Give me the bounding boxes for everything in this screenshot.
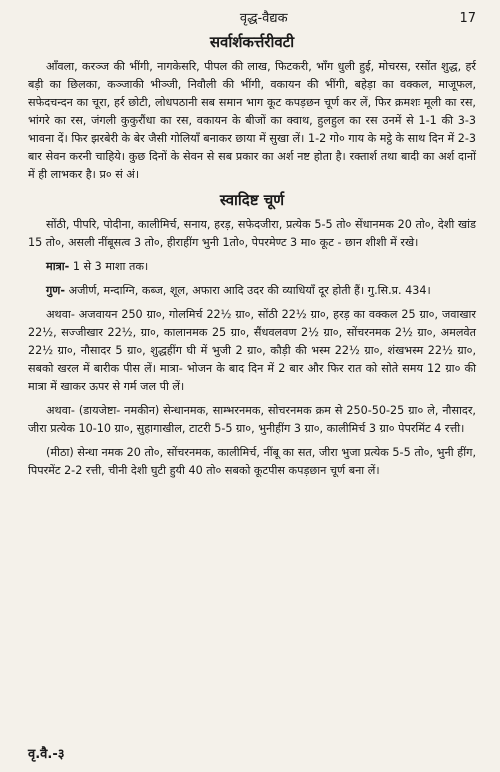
properties-label: गुण-: [46, 284, 66, 297]
dose-label: मात्रा-: [46, 260, 70, 273]
running-title: वृद्ध-वैद्यक: [239, 11, 288, 26]
running-head: [28, 8, 476, 26]
page-number: 17: [459, 11, 476, 26]
dose-text: 1 से 3 माशा तक।: [69, 260, 149, 273]
section-heading-swadisht: स्वादिष्ट चूर्ण: [219, 191, 285, 209]
properties-text: अजीर्ण, मन्दाग्नि, कब्ज, शूल, अफारा आदि उदर की व्याधियाँ दूर होती हैं। गु.सि.प्र. 434।: [65, 284, 431, 297]
paragraph-alternative-2: अथवा- (डायजेष्टा- नमकीन) सेन्धानमक, साम्भरनमक, सोचरनमक क्रम से 250-50-25 ग्रा० ले, नौसादर, जीरा प्रत्येक 10-10 ग्रा०, सुहागाखील, टाटरी 5-5 ग्रा०, भुनीहींग 3 ग्रा०, कालीमिर्च 3 ग्रा० पेपरमिंट 4 रत्ती।: [28, 404, 476, 435]
section-heading-sarvarsh: सर्वार्शकर्त्तरीवटी: [209, 33, 295, 51]
paragraph-dose: [28, 258, 476, 276]
signature-mark: वृ.वै.-३: [28, 747, 65, 762]
paragraph-alternative-1: अथवा- अजवायन 250 ग्रा०, गोलमिर्च 22½ ग्रा०, सोंठी 22½ ग्रा०, हरड़ का वक्कल 25 ग्रा०, जवाखार 22½, सज्जीखार 22½, ग्रा०, कालानमक 25 ग्रा०, सैंधवलवण 2½ ग्रा०, सोंचरनमक 2½ ग्रा०, अमलवेत 22½ ग्रा०, नौसादर 5 ग्रा०, शुद्धहींग घी में भुजी 2 ग्रा०, कौड़ी की भस्म 22½ ग्रा०, शंखभस्म 22½ ग्रा०, सबको खरल में बारीक पीस लें। मात्रा- भोजन के बाद दिन में 2 बार और फिर रात को सोते समय 12 ग्रा० की मात्रा में खाकर ऊपर से गर्म जल पी लें।: [28, 308, 476, 393]
paragraph-properties: [28, 282, 476, 300]
paragraph-swadisht-recipe: सोंठी, पीपरि, पोदीना, कालीमिर्च, सनाय, हरड़, सफेदजीरा, प्रत्येक 5-5 तो० सेंधानमक 20 तो०, देशी खांड 15 तो०, असली नींबूसत्व 3 तो०, हीराहींग भुनी 1तो०, पेपरमेण्ट 3 मा० कूट - छान शीशी में रखे।: [28, 218, 476, 249]
paragraph-alternative-3: (मीठा) सेन्धा नमक 20 तो०, सोंचरनमक, कालीमिर्च, नींबू का सत, जीरा भुजा प्रत्येक 5-5 तो०, भुनी हींग, पिपरमेंट 2-2 रत्ती, चीनी देशी घुटी हुयी 40 तो० सबको कूटपीस कपड़छान चूर्ण बना लें।: [28, 446, 476, 477]
paragraph-sarvarsh-recipe: आँवला, करञ्ज की भींगी, नागकेसरि, पीपल की लाख, फिटकरी, भाँग धुली हुई, मोचरस, रसोंत शुद्ध, हर्र बड़ी का छिलका, कञ्जाकी भीञ्जी, निवौली की भींगी, वकायन की भींगी, बहेड़ा का वक्कल, माजूफल, सफेदचन्दन का चूरा, हर्र छोटी, लोधपठानी सब समान भाग कूट कपड़छन चूर्ण कर लें, फिर क्रमशः मूली का रस, भांगरे का रस, जंगली कुकुरौंधा का रस, वकायन के बीजों का क्वाथ, हुलहुल का रस उनमें से 1-1 की 3-3 भावना दें। फिर झरबेरी के बेर जैसी गोलियाँ बनाकर छाया में सुखा लें। 1-2 गो० गाय के मट्ठे के साथ दिन में 2-3 बार सेवन करनी चाहिये। कुछ दिनों के सेवन से सब प्रकार का अर्श नष्ट होता है। रक्तार्श तथा बादी का अर्श दानों में ही लाभकर है। प्र० सं अं।: [28, 60, 476, 181]
